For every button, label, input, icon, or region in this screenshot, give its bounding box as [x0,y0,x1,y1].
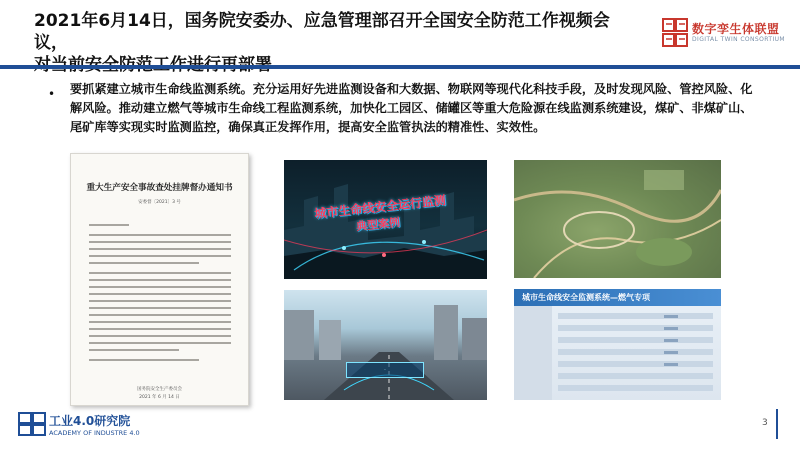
dashboard-cell [664,339,678,342]
dashboard-row [558,361,713,367]
doc-text-line [89,224,129,226]
dashboard-row [558,325,713,331]
doc-text-line [89,359,199,361]
dashboard-row [558,373,713,379]
academy-logo [18,410,148,440]
slide-header [0,0,800,64]
doc-text-line [89,293,231,295]
academy-name: 工业4.0研究院 [49,414,131,428]
dashboard-header-bar [514,289,721,306]
doc-text-line [89,286,231,288]
bullet-text: 要抓紧建立城市生命线监测系统。充分运用好先进监测设备和大数据、物联网等现代化科技手段，及时发现风险、管控风险、化解风险。推动建立燃气等城市生命线工程监测系统，加快化工园区、储罐区等重大危险源在线监测系统建设，煤矿、非煤矿山、尾矿库等实现实时监测监控，确保真正发挥作用，提高安全监管执法的精准性、实效性。 [70,82,753,134]
doc-text-line [89,314,231,316]
doc-text-line [89,262,199,264]
doc-text-line [89,234,231,236]
digital-twin-consortium-logo [662,18,792,48]
notice-document-image [70,153,249,406]
dashboard-row [558,385,713,391]
dashboard-cell [664,351,678,354]
doc-text-line [89,349,179,351]
satellite-map-image [514,160,721,278]
footer-accent-rule [776,409,778,439]
dashboard-row [558,337,713,343]
bullet-icon: • [48,87,56,101]
brand-subtitle: DIGITAL TWIN CONSORTIUM [692,36,785,43]
city-image-title: 城市生命线安全运行监测 [313,193,447,221]
academy-subtitle: ACADEMY OF INDUSTRE 4.0 [49,429,140,437]
dashboard-sidebar [514,306,552,400]
title-line-1: 2021年6月14日，国务院安委办、应急管理部召开全国安全防范工作视频会议， [34,11,610,53]
page-number: 3 [762,418,768,428]
doc-text-line [89,307,231,309]
brand-name: 数字孪生体联盟 [692,22,780,36]
doc-text-line [89,255,231,257]
dashboard-cell [664,315,678,318]
doc-text-line [89,342,231,344]
consortium-mark-icon [662,18,688,48]
doc-text-line [89,241,231,243]
doc-text-line [89,248,231,250]
city-lifeline-image [284,160,487,279]
doc-text-line [89,321,231,323]
dashboard-row [558,313,713,319]
doc-text-line [89,272,231,274]
satellite-terrain-graphic [514,160,721,278]
doc-number: 安委督〔2021〕3 号 [138,200,181,205]
header-divider [0,65,800,69]
dashboard-row [558,349,713,355]
city-image-subtitle: 典型案例 [355,215,401,234]
academy-mark-icon [18,412,46,436]
doc-date: 2021 年 6 月 14 日 [139,395,180,400]
doc-text-line [89,328,231,330]
gas-dashboard-image [514,289,721,400]
street-scene-graphic [284,290,487,400]
dashboard-cell [664,327,678,330]
doc-text-line [89,335,231,337]
dashboard-cell [664,363,678,366]
dashboard-title: 城市生命线安全监测系统—燃气专项 [522,293,650,302]
doc-title: 重大生产安全事故查处挂牌督办通知书 [86,183,233,193]
doc-issuer: 国务院安全生产委员会 [137,387,182,392]
monitoring-overlay-label: - [346,362,424,378]
doc-text-line [89,279,231,281]
doc-text-line [89,300,231,302]
street-monitoring-image [284,290,487,400]
